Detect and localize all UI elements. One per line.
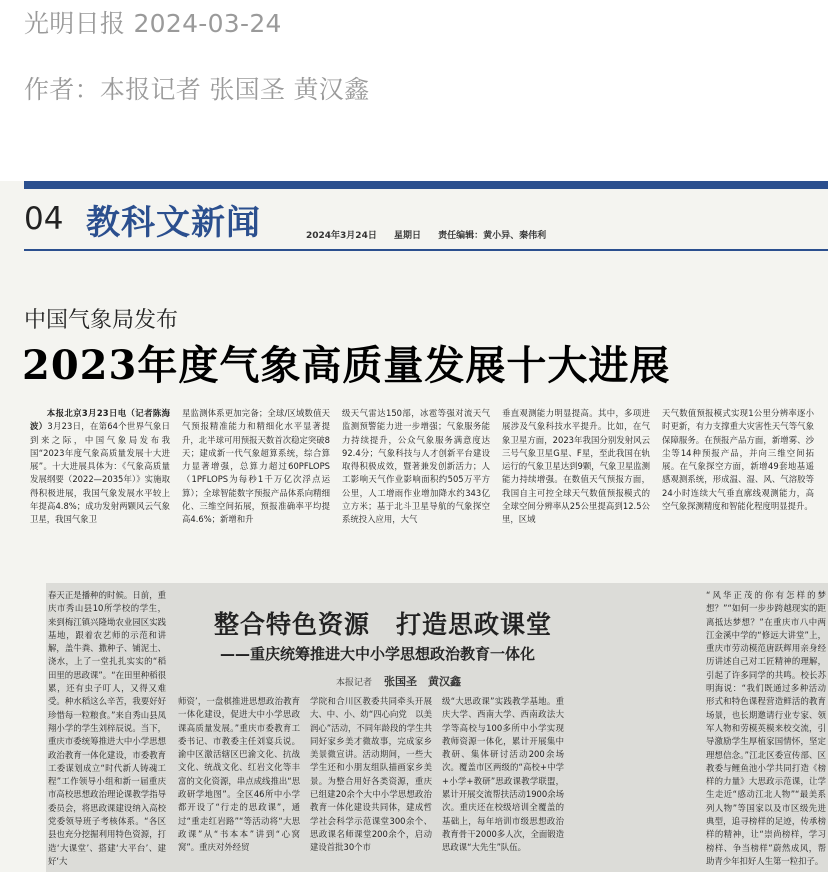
article-dateline: 本报北京3月23日电（记者陈海波）	[30, 408, 170, 432]
feature-byline-label: 本报记者	[336, 678, 373, 688]
feature-byline	[336, 673, 461, 689]
feature-column-5: “风华正茂的你有怎样的梦想？”“如何一步步跨越现实的距离抵达梦想？”在重庆市八中两江金溪中学的“修远大讲堂”上，重庆市劳动模范唐跃辉用亲身经历讲述自己对工匠精神的理解，引起了许多同学的共鸣。校长苏明海说：“我们既通过多种活动形式和特色课程营造鲜活的教育场景，也长期邀请行业专家、领军人物和劳模英模来校交流，引导激励学生厚植家国情怀，坚定理想信念。”江北区委宣传部、区教委与鲤鱼池小学共同打造《榜样的力量》大思政示范课，让学生走近“感动江北人物”“最美系列人物”等国家以及市区级先进典型，追寻榜样的足迹，传承榜样的精神，让“崇尚榜样，学习榜样、争当榜样”蔚然成风，帮助青少年扣好人生第一粒扣子。	[706, 590, 826, 866]
author-line: 作者：本报记者 张国圣 黄汉鑫	[24, 75, 370, 104]
newspaper-page	[0, 181, 828, 872]
feature-column-3: 学院和合川区教委共同牵头开展大、中、小、幼“四心向党 以美润心”活动，不同年龄段的学生共同好家乡美才微故事，完成家乡美景微宣讲。活动期间，一些大学生还和小朋友组队描画家乡美景。为整合用好各类资源，重庆已组建20余个大中小学思想政治教育一体化建设共同体，建成哲学社会科学示范课堂300余个、思政课名师课堂200余个，启动建设首批30个市	[310, 696, 432, 853]
feature-column-2: 师资’，一盘棋推进思想政治教育一体化建设，促进大中小学思政课高质量发展。”重庆市委教育工委书记、市教委主任刘宴兵说。渝中区激活辖区巴渝文化、抗战文化、统战文化、红岩文化等丰富的文化资源，串点成线推出“思政研学地图”。全区46所中小学都开设了“行走的思政课”，通过“重走红岩路”“等活动将“大思政课”从“书本本”讲到“心窝窝”。重庆对外经贸	[178, 696, 300, 853]
article-body	[24, 407, 828, 552]
feature-column-1: 春天正是播种的时候。日前，重庆市秀山县10所学校的学生，来到梅江镇兴隆坳农业园区实践基地，跟着农艺师的示范和讲解，盖牛粪、撒种子、铺泥土、浇水，上了一堂扎扎实实的“稻田里的思政课”。“在田里种稻很累，还有虫子叮人，又得又难受。种水稻这么辛苦，我要好好珍惜每一粒粮食。”来自秀山县凤翔小学的学生刘梓辰说。当下，重庆市委统筹推进大中小学思想政治教育一体化建设，市委教育工委谋划成立“时代新人铸魂工程”工作领导小组和新一届重庆市高校思想政治理论课教学指导委员会，将思政课建设纳入高校党委领导班子考核体系。“各区县也充分挖掘利用特色资源，打造‘大课堂’、搭建‘大平台’、建好‘大	[48, 590, 166, 866]
feature-subtitle: ——重庆统筹推进大中小学思想政治教育一体化	[220, 645, 536, 663]
article-column-4: 垂直观测能力明显提高。其中，多项进展涉及气象科技水平提升。比如，在气象卫星方面，2023年我国分别发射风云三号气象卫星G星、F星，至此我国在轨运行的气象卫星达到9颗，气象卫星监测能力持续增强。在数值天气预报方面，我国自主可控全球天气数值预报模式的全球空间分辨率从25公里提高到12.5公里，区域	[502, 408, 650, 525]
feature-title: 整合特色资源 打造思政课堂	[214, 610, 553, 639]
page-number: 04	[24, 201, 64, 237]
publication-date-line: 光明日报 2024-03-24	[24, 9, 282, 38]
feature-article-box	[46, 583, 828, 872]
article-column-1	[30, 407, 170, 552]
article-kicker: 中国气象局发布	[24, 308, 179, 333]
page-editors: 责任编辑：黄小异、秦伟利	[438, 231, 547, 241]
article-headline: 2023年度气象高质量发展十大进展	[22, 342, 671, 389]
article-column-5: 天气数值预报模式实现1公里分辨率逐小时更新，有力支撑重大灾害性天气等气象保障服务。在预报产品方面，新增雾、沙尘等14种预报产品，并向三维空间拓展。在气象探空方面，新增49套地基遥感观测系统，形成温、湿、风、气溶胶等24小时连续大气垂直廓线观测能力，高空气象探测精度和智能化程度明显提升。	[662, 408, 814, 512]
page-header-info	[306, 228, 560, 241]
feature-byline-names: 张国圣 黄汉鑫	[384, 675, 462, 688]
section-title: 教科文新闻	[86, 203, 261, 243]
header-bottom-rule	[24, 249, 828, 251]
page-weekday: 星期日	[393, 231, 421, 241]
article-column-2: 星监测体系更加完备；全球/区域数值天气预报精准能力和精细化水平显著提升，北半球可用预报天数首次稳定突破8天；建成新一代气象超算系统，综合算力显著增强，总算力超过60PFLOPS（1PFLOPS为每秒1千万亿次浮点运算）；全球智能数字预报产品体系向精细化、三维空间拓展，预报准确率平均提高4.6%；新增和升	[182, 408, 330, 525]
feature-column-4: 级“大思政课”实践教学基地。重庆大学、西南大学、西南政法大学等高校与100多所中小学实现教师资源一体化，累计开展集中教研、集体研讨活动200余场次。覆盖市区两级的“高校+中学+小学+教研”思政课教学联盟，累计开展交流帮扶活动1900余场次。重庆还在校级培训全覆盖的基础上，每年培训市级思想政治教育骨干2000多人次，全面锻造思政课“大先生”队伍。	[442, 696, 564, 853]
page-date: 2024年3月24日	[306, 231, 377, 241]
article-column-3: 级天气雷达150部，冰雹等强对流天气监测预警能力进一步增强；气象服务能力持续提升，公众气象服务满意度达92.4分；气象科技与人才创新平台建设取得积极成效，暨著兼发创新活力；人工影响天气作业影响面积约505万平方公里，人工增雨作业增加降水约343亿立方米；基于北斗卫星导航的气象探空系统投入应用，大气	[342, 408, 490, 525]
header-top-rule	[24, 181, 828, 189]
article-column-1-text: 3月23日，在第64个世界气象日到来之际，中国气象局发布我国“2023年度气象高质量发展十大进展”。十大进展具体为：《气象高质量发展纲要（2022—2035年）》实施取得积极进展，我国气象发展水平较上年提高4.8%；成功发射两颗风云气象卫星，我国气象卫	[30, 421, 170, 525]
